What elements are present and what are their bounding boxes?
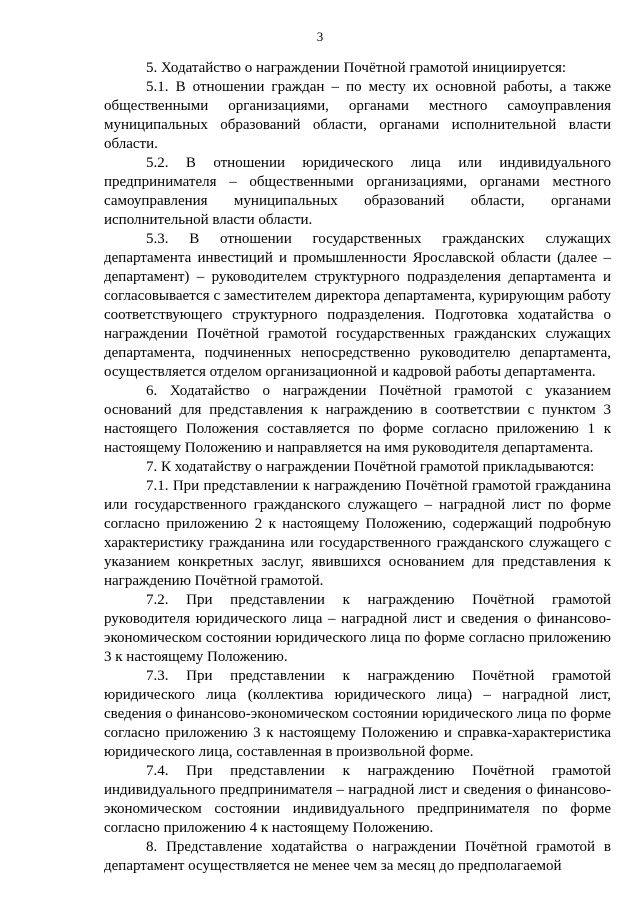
paragraph-7-4: 7.4. При представлении к награждению Почётной грамотой индивидуального предпринимателя – наградной лист и сведения о финансово-экономическом состоянии индивидуального предпринимателя по форме согласно приложению 4 к настоящему Положению.	[104, 763, 611, 836]
paragraph-8: 8. Представление ходатайства о награждении Почётной грамотой в департамент осуществляется не менее чем за месяц до предполагаемой	[104, 839, 611, 874]
paragraph-7-3: 7.3. При представлении к награждению Почётной грамотой юридического лица (коллектива юридического лица) – наградной лист, сведения о финансово-экономическом состоянии юридического лица по форме согласно приложению 3 к настоящему Положению и справка-характеристика юридического лица, составленная в произвольной форме.	[104, 668, 611, 760]
page-number: 3	[316, 29, 324, 44]
paragraph-5-2: 5.2. В отношении юридического лица или индивидуального предпринимателя – общественными организациями, органами местного самоуправления муниципальных образований области, органами исполнительной власти области.	[104, 155, 611, 228]
paragraph-7-2: 7.2. При представлении к награждению Почётной грамотой руководителя юридического лица – наградной лист и сведения о финансово-экономическом состоянии юридического лица по форме согласно приложению 3 к настоящему Положению.	[104, 592, 611, 665]
paragraph-6: 6. Ходатайство о награждении Почётной грамотой с указанием оснований для представления к награждению в соответствии с пунктом 3 настоящего Положения составляется по форме согласно приложению 1 к настоящему Положению и направляется на имя руководителя департамента.	[104, 383, 611, 456]
paragraph-7: 7. К ходатайству о награждении Почётной грамотой прикладываются:	[146, 459, 595, 475]
document-body	[104, 59, 611, 876]
paragraph-5: 5. Ходатайство о награждении Почётной грамотой инициируется:	[146, 60, 567, 76]
paragraph-5-1: 5.1. В отношении граждан – по месту их основной работы, а также общественными организациями, органами местного самоуправления муниципальных образований области, органами исполнительной власти области.	[104, 79, 611, 152]
paragraph-5-3: 5.3. В отношении государственных гражданских служащих департамента инвестиций и промышленности Ярославской области (далее – департамент) – руководителем структурного подразделения департамента и согласовывается с заместителем директора департамента, курирующим работу соответствующего структурного подразделения. Подготовка ходатайства о награждении Почётной грамотой государственных гражданских служащих департамента, подчиненных непосредственно руководителю департамента, осуществляется отделом организационной и кадровой работы департамента.	[104, 231, 611, 380]
paragraph-7-1: 7.1. При представлении к награждению Почётной грамотой гражданина или государственного гражданского служащего – наградной лист по форме согласно приложению 2 к настоящему Положению, содержащий подробную характеристику гражданина или государственного гражданского служащего с указанием конкретных заслуг, явившихся основанием для представления к награждению Почётной грамотой.	[104, 478, 611, 589]
